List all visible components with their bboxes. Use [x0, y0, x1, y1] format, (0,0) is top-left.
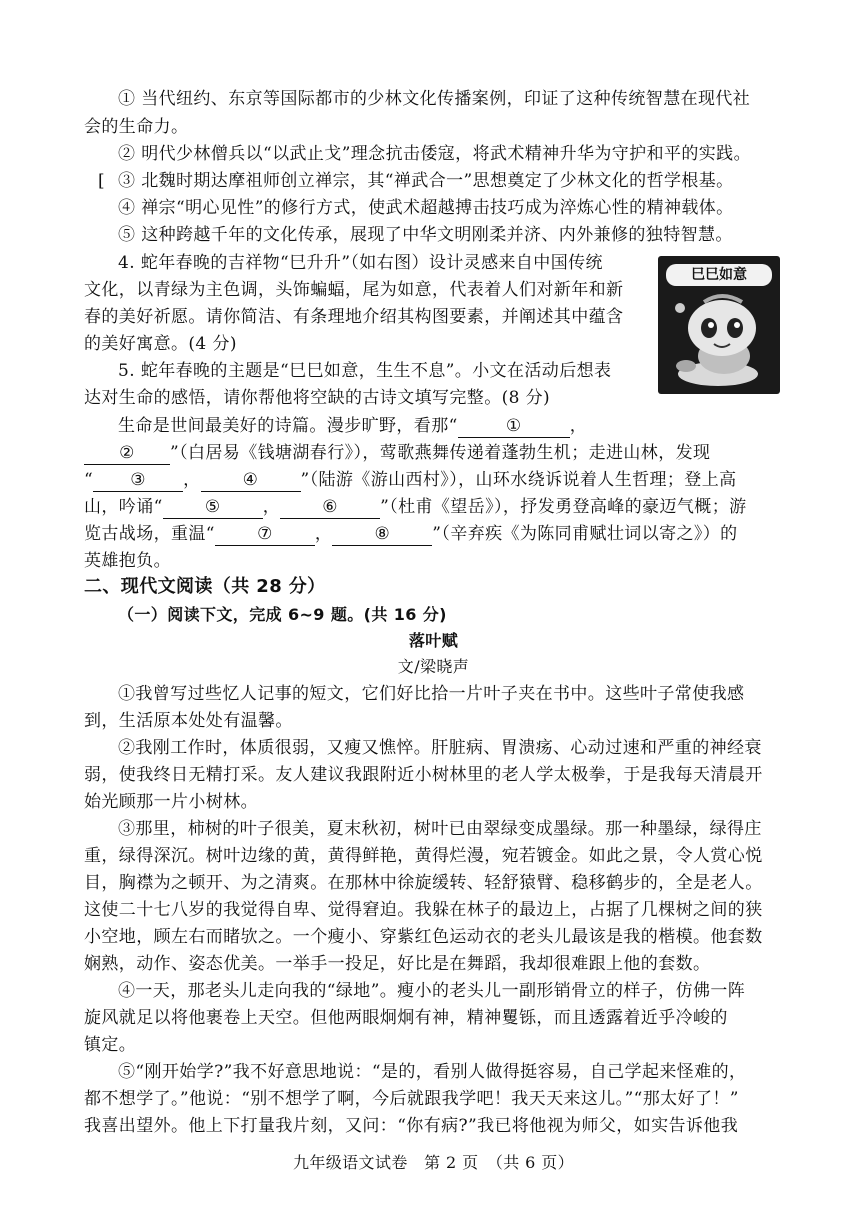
q4-line-2: 文化，以青绿为主色调，头饰蝙蝠，尾为如意，代表着人们对新年和新 — [84, 280, 624, 300]
poem-text: 山，吟诵“ — [84, 497, 163, 517]
article-line: ④一天，那老头儿走向我的“绿地”。瘦小的老头儿一副形销骨立的样子，仿佛一阵 — [118, 981, 746, 1001]
article-line: 目，胸襟为之顿开、为之清爽。在那林中徐旋缓转、轻舒猿臂、稳移鹤步的，全是老人。 — [84, 873, 763, 893]
poem-text: ， — [183, 470, 201, 490]
poem-line-5 — [84, 523, 738, 546]
blank-5[interactable]: ⑤ — [163, 496, 263, 519]
article-line: 镇定。 — [84, 1035, 137, 1055]
option-1-line-1 — [118, 88, 782, 110]
poem-text: 览古战场，重温“ — [84, 524, 215, 544]
poem-line-2 — [84, 442, 710, 465]
option-1-text: ① 当代纽约、东京等国际都市的少林文化传播案例，印证了这种传统智慧在现代社 — [118, 89, 751, 109]
article-line: 到，生活原本处处有温馨。 — [84, 711, 293, 731]
poem-text: ， — [262, 497, 281, 517]
option-2: ② 明代少林僧兵以“以武止戈”理念抗击倭寇，将武术精神升华为守护和平的实践。 — [118, 144, 751, 164]
article-line: 小空地，顾左右而睹欤之。一个瘦小、穿紫红色运动衣的老头儿最该是我的楷模。他套数 — [84, 927, 763, 947]
article-line: 我喜出望外。他上下打量我片刻，又问：“你有病?”我已将他视为师父，如实告诉他我 — [84, 1116, 739, 1136]
bracket-mark: [ — [98, 171, 106, 191]
article-line: 重，绿得深沉。树叶边缘的黄，黄得鲜艳，黄得烂漫，宛若镀金。如此之景，令人赏心悦 — [84, 846, 763, 866]
poem-text: 生命是世间最美好的诗篇。漫步旷野，看那“ — [118, 416, 458, 436]
section-subheading: （一）阅读下文，完成 6~9 题。(共 16 分) — [118, 605, 447, 624]
poem-line-6: 英雄抱负。 — [84, 551, 171, 571]
article-line: 这使二十七八岁的我觉得自卑、觉得窘迫。我躲在林子的最边上，占据了几棵树之间的狭 — [84, 900, 763, 920]
blank-3[interactable]: ③ — [93, 469, 183, 492]
poem-text: ”（辛弃疾《为陈同甫赋壮词以寄之》）的 — [432, 524, 738, 544]
q4-line-1: 4. 蛇年春晚的吉祥物“巳升升”（如右图）设计灵感来自中国传统 — [118, 253, 603, 273]
blank-8[interactable]: ⑧ — [332, 523, 432, 546]
poem-text: ， — [569, 416, 588, 436]
article-line: ②我刚工作时，体质很弱，又瘦又憔悴。肝脏病、胃溃疡、心动过速和严重的神经衰 — [118, 738, 762, 758]
mascot-image — [658, 256, 780, 394]
article-line: 旋风就足以将他裹卷上天空。但他两眼炯炯有神，精神矍铄，而且透露着近乎冷峻的 — [84, 1008, 728, 1028]
poem-line-3 — [84, 469, 737, 492]
blank-4[interactable]: ④ — [201, 469, 301, 492]
mascot-title: 巳巳如意 — [666, 264, 772, 286]
section-heading: 二、现代文阅读（共 28 分） — [84, 576, 326, 597]
blank-2[interactable]: ② — [84, 442, 170, 465]
article-line: ①我曾写过些忆人记事的短文，它们好比拾一片叶子夹在书中。这些叶子常使我感 — [118, 684, 745, 704]
q5-line-1: 5. 蛇年春晚的主题是“巳巳如意，生生不息”。小文在活动后想表 — [118, 361, 612, 381]
q4-line-4: 的美好寓意。(4 分) — [84, 334, 237, 354]
poem-text: ”（陆游《游山西村》），山环水绕诉说着人生哲理；登上高 — [300, 470, 737, 490]
option-1-line-2: 会的生命力。 — [84, 117, 189, 137]
poem-line-4 — [84, 496, 747, 519]
poem-line-1 — [118, 415, 587, 438]
article-line: 娴熟，动作、姿态优美。一举手一投足，好比是在舞蹈，我却很难跟上他的套数。 — [84, 954, 711, 974]
option-3: ③ 北魏时期达摩祖师创立禅宗，其“禅武合一”思想奠定了少林文化的哲学根基。 — [118, 171, 734, 191]
page-footer: 九年级语文试卷 第 2 页 （共 6 页） — [292, 1153, 575, 1172]
q4-line-3: 春的美好祈愿。请你简洁、有条理地介绍其构图要素，并阐述其中蕴含 — [84, 307, 624, 327]
option-5: ⑤ 这种跨越千年的文化传承，展现了中华文明刚柔并济、内外兼修的独特智慧。 — [118, 225, 733, 245]
article-line: 都不想学了。”他说：“别不想学了啊，今后就跟我学吧！我天天来这儿。”“那太好了！” — [84, 1089, 739, 1109]
article-line: 始光顾那一片小树林。 — [84, 792, 258, 812]
article-title: 落叶赋 — [408, 631, 459, 650]
poem-text: ”（杜甫《望岳》），抒发勇登高峰的豪迈气概；游 — [380, 497, 747, 517]
article-line: 弱，使我终日无精打采。友人建议我跟附近小树林里的老人学太极拳，于是我每天清晨开 — [84, 765, 763, 785]
option-4: ④ 禅宗“明心见性”的修行方式，使武术超越搏击技巧成为淬炼心性的精神载体。 — [118, 198, 734, 218]
q5-line-2: 达对生命的感悟，请你帮他将空缺的古诗文填写完整。(8 分) — [84, 388, 551, 408]
poem-text: “ — [84, 470, 94, 490]
blank-1[interactable]: ① — [458, 415, 570, 438]
blank-7[interactable]: ⑦ — [215, 523, 315, 546]
poem-text: ， — [314, 524, 333, 544]
article-line: ③那里，柿树的叶子很美，夏末秋初，树叶已由翠绿变成墨绿。那一种墨绿，绿得庄 — [118, 819, 762, 839]
poem-text: ”（白居易《钱塘湖春行》），莺歌燕舞传递着蓬勃生机；走进山林，发现 — [170, 443, 711, 463]
blank-6[interactable]: ⑥ — [280, 496, 380, 519]
article-author: 文/梁晓声 — [397, 657, 470, 676]
snake-mascot-icon — [658, 256, 780, 394]
article-line: ⑤“刚开始学?”我不好意思地说：“是的，看别人做得挺容易，自己学起来怪难的， — [118, 1062, 747, 1082]
